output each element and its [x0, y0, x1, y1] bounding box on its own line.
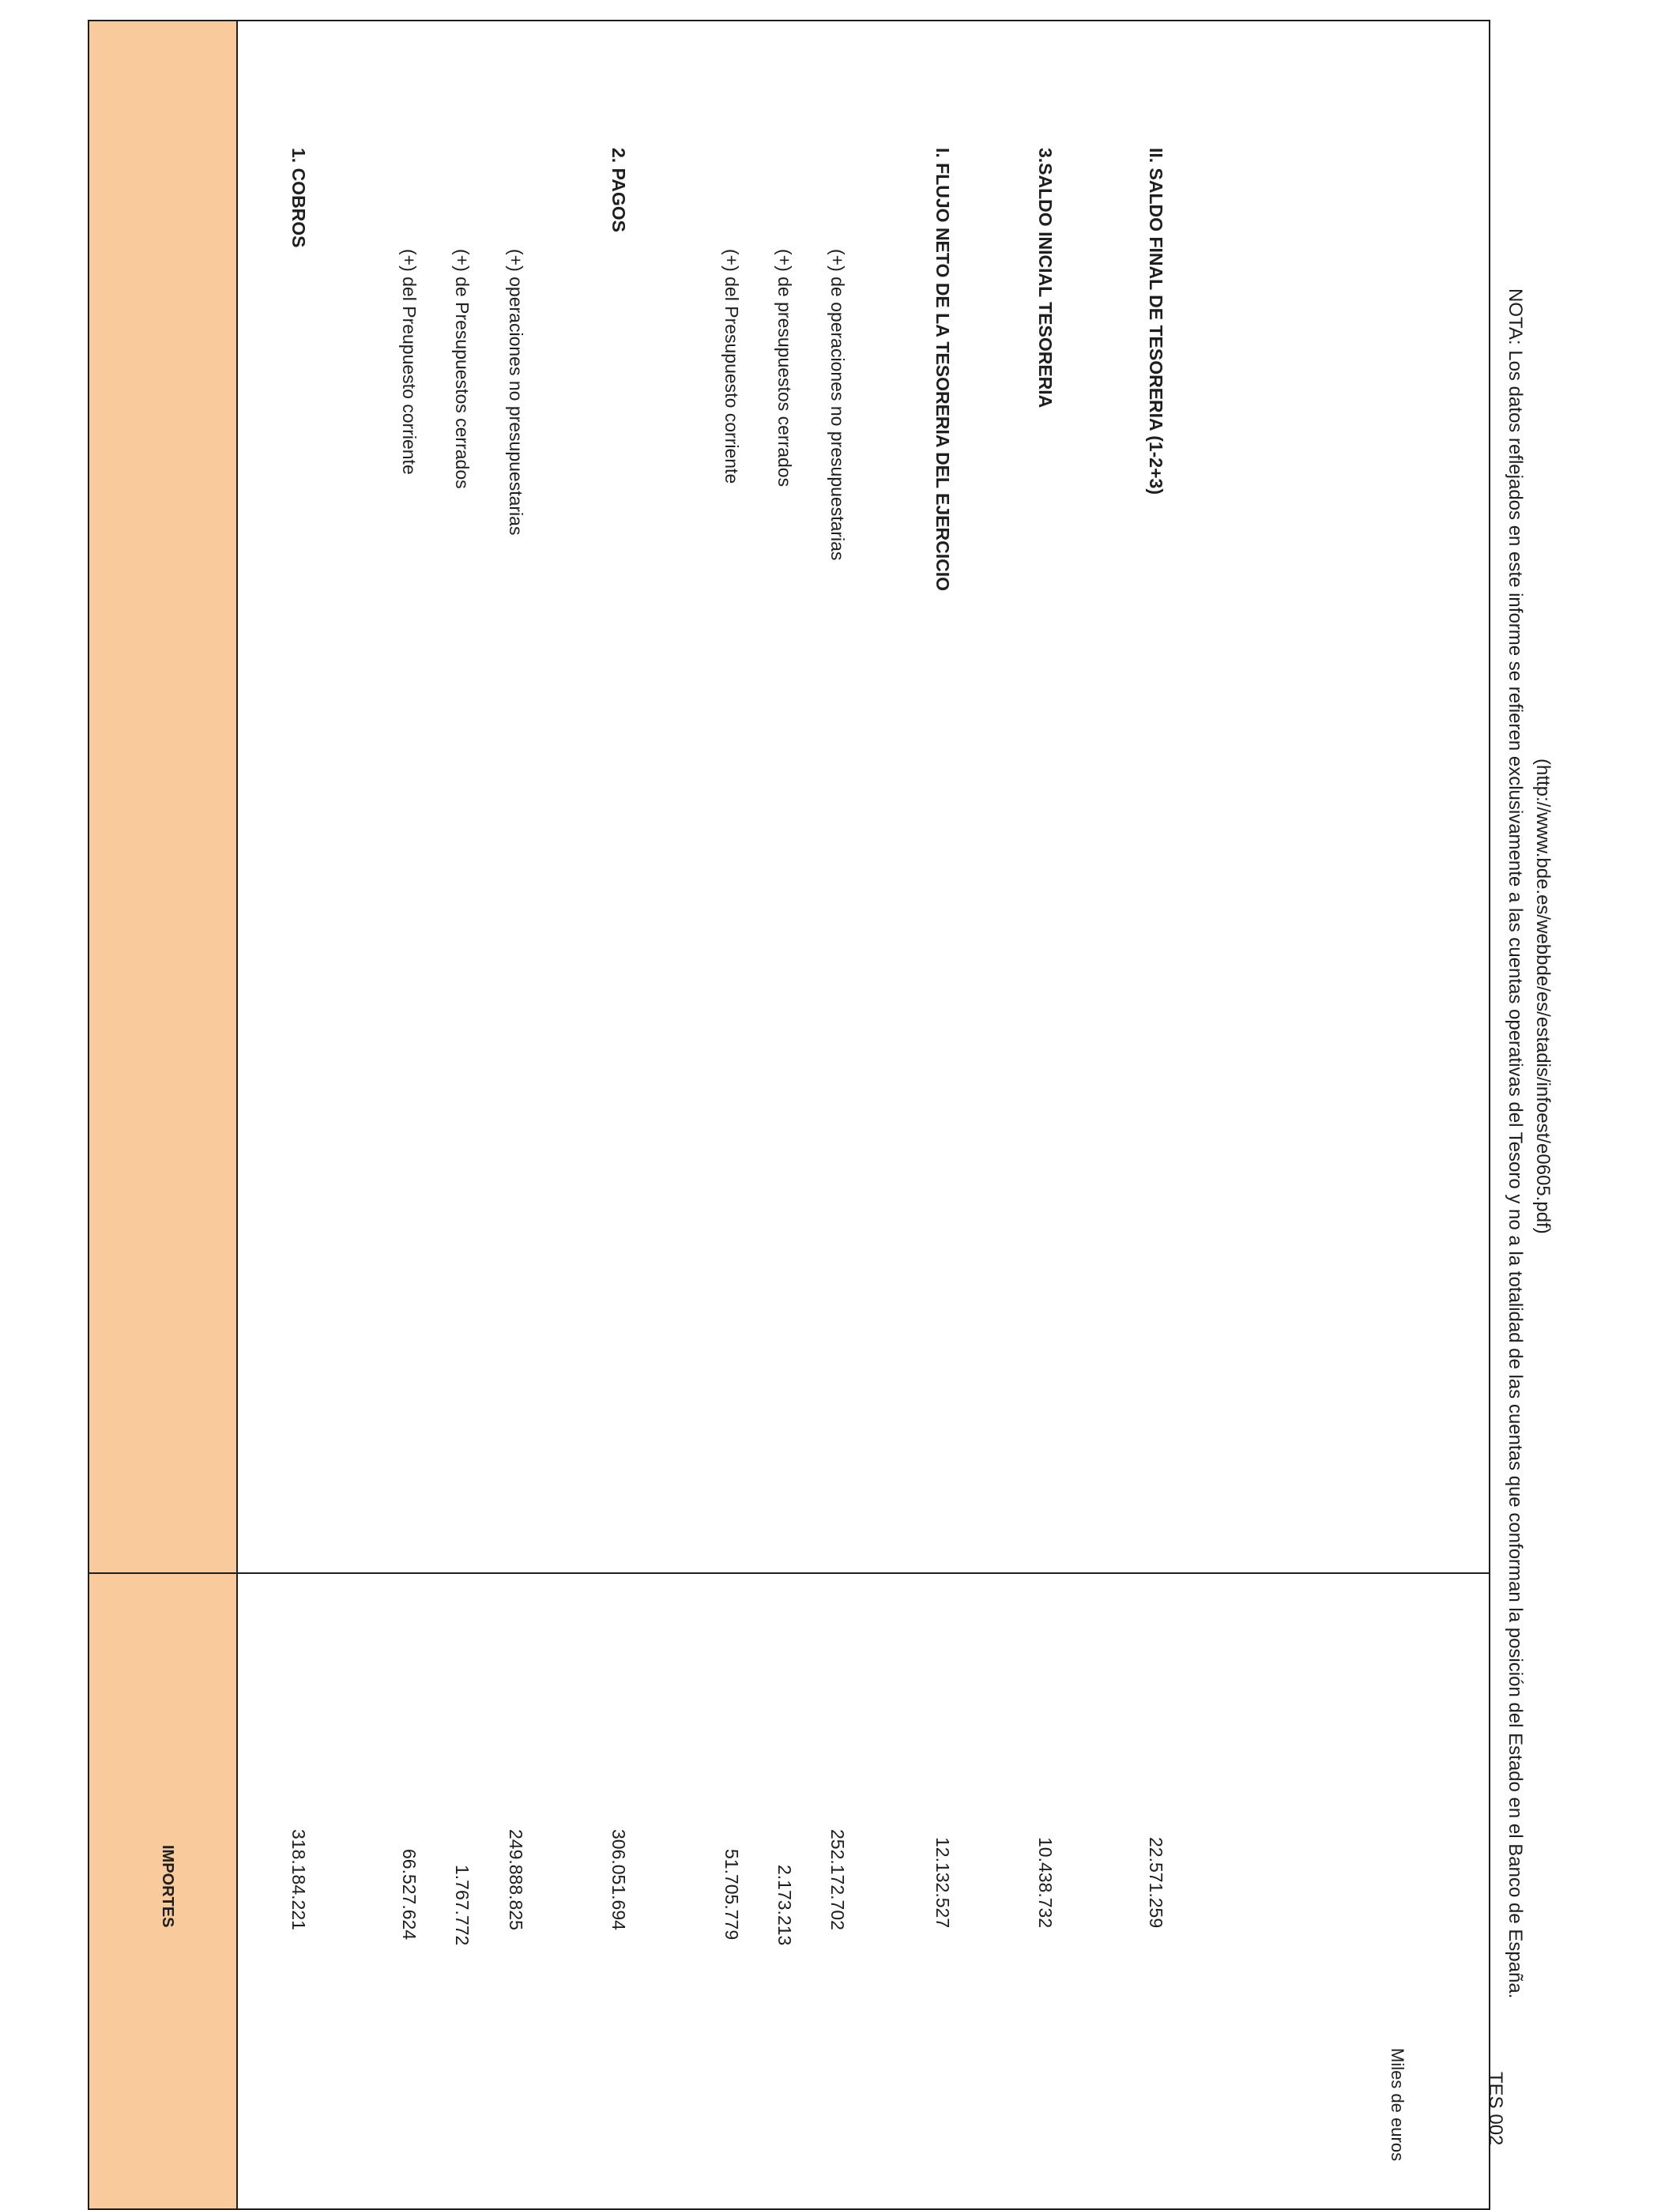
column-divider	[88, 1572, 1490, 1574]
row-value-cobros-no-presupuestarias: 249.888.825	[506, 1829, 526, 1930]
row-value-cobros-cerrados: 1.767.772	[452, 1865, 473, 1946]
row-value-flujo-neto: 12.132.527	[932, 1837, 953, 1929]
row-value-cobros: 318.184.221	[288, 1829, 309, 1930]
units-label: Miles de euros	[1388, 2048, 1407, 2162]
row-label-pagos-cerrados: (+) de presupuestos cerrados	[774, 249, 795, 488]
row-value-cobros-corriente: 66.527.624	[399, 1849, 420, 1941]
row-label-cobros: 1. COBROS	[288, 148, 309, 248]
row-label-flujo-neto: I. FLUJO NETO DE LA TESORERIA DEL EJERCICIO	[932, 148, 953, 592]
row-label-pagos: 2. PAGOS	[608, 148, 629, 232]
row-value-saldo-final: 22.571.259	[1146, 1837, 1166, 1929]
footnote-code: TES 002	[1485, 2072, 1506, 2146]
row-label-cobros-corriente: (+) del Preupuesto corriente	[399, 249, 420, 475]
row-value-pagos-cerrados: 2.173.213	[774, 1865, 795, 1946]
row-label-saldo-inicial: 3.SALDO INICIAL TESORERIA	[1035, 148, 1056, 408]
row-label-cobros-no-presupuestarias: (+) operaciones no presupuestarias	[506, 249, 526, 536]
row-label-cobros-cerrados: (+) de Presupuestos cerrados	[452, 249, 473, 489]
row-label-pagos-no-presupuestarias: (+) de operaciones no presupuestarias	[827, 249, 848, 561]
row-value-saldo-inicial: 10.438.732	[1035, 1837, 1056, 1929]
footnote-text: NOTA: Los datos reflejados en este informe se refieren exclusivamente a las cuentas operativas del Tesoro y no a la totalidad de las cuentas que conforman la posición del Estado en el Banco de España.	[1505, 288, 1526, 1999]
row-value-pagos-no-presupuestarias: 252.172.702	[827, 1829, 848, 1930]
importes-column-header: IMPORTES	[159, 1845, 176, 1928]
row-value-pagos: 306.051.694	[608, 1829, 629, 1930]
footnote-url: (http://www.bde.es/webbde/es/estadis/infoest/e0605.pdf)	[1532, 759, 1554, 1234]
row-label-saldo-final: II. SALDO FINAL DE TESORERIA (1-2+3)	[1146, 148, 1166, 495]
row-value-pagos-corriente: 51.705.779	[721, 1849, 742, 1941]
row-label-pagos-corriente: (+) del Presupuesto corriente	[721, 249, 742, 484]
